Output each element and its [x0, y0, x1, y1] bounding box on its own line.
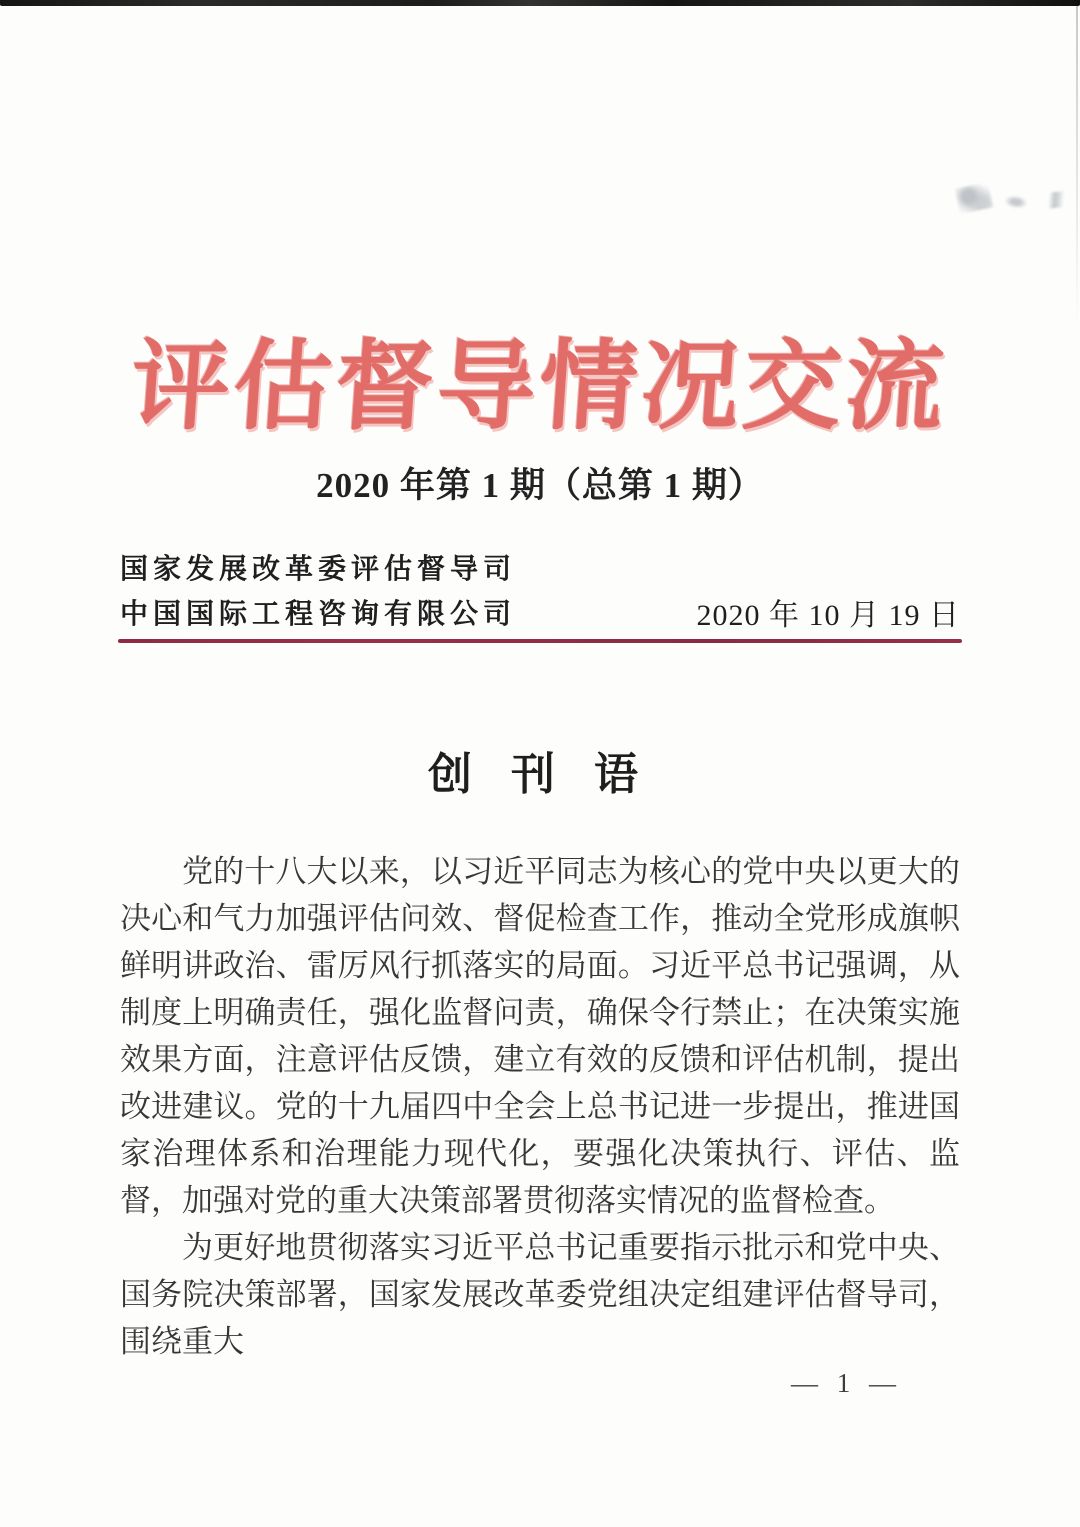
- article-paragraph: 为更好地贯彻落实习近平总书记重要指示批示和党中央、国务院决策部署，国家发展改革委党组决定组建评估督导司，围绕重大: [120, 1230, 960, 1359]
- publisher-line-1: 国家发展改革委评估督导司: [120, 552, 517, 585]
- publication-date: 2020 年 10 月 19 日: [696, 599, 960, 632]
- publisher-row: [120, 546, 960, 636]
- scan-edge-shadow: [1076, 6, 1078, 326]
- publisher-line-2: 中国国际工程咨询有限公司: [120, 597, 517, 630]
- scan-smudge: [1039, 190, 1071, 209]
- article-heading: 创 刊 语: [428, 750, 652, 799]
- scan-smudge: [1004, 195, 1027, 210]
- page-number: — 1 —: [791, 1368, 902, 1398]
- article-body: [120, 848, 960, 1365]
- scan-smudge: [955, 182, 994, 215]
- article-paragraph: 党的十八大以来，以习近平同志为核心的党中央以更大的决心和气力加强评估问效、督促检查工作，推动全党形成旗帜鲜明讲政治、雷厉风行抓落实的局面。习近平总书记强调，从制度上明确责任，强化监督问责，确保令行禁止；在决策实施效果方面，注意评估反馈，建立有效的反馈和评估机制，提出改进建议。党的十九届四中全会上总书记进一步提出，推进国家治理体系和治理能力现代化，要强化决策执行、评估、监督，加强对党的重大决策部署贯彻落实情况的监督检查。: [120, 854, 960, 1218]
- scan-edge-line: [0, 0, 1080, 6]
- masthead-divider-rule: [118, 639, 962, 643]
- journal-title: 评估督导情况交流: [127, 330, 952, 444]
- publisher-block: [120, 546, 516, 636]
- issue-number-line: 2020 年第 1 期（总第 1 期）: [316, 466, 764, 505]
